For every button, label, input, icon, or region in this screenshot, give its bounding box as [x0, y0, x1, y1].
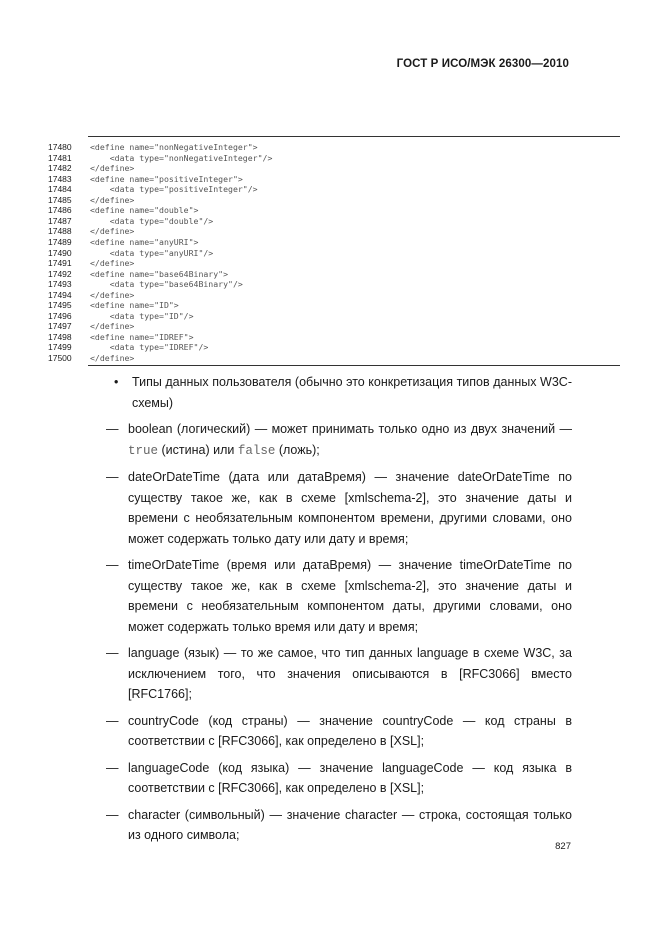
item-text: (ложь);	[275, 442, 320, 457]
code-text: </define>	[90, 258, 135, 269]
code-text: </define>	[90, 226, 135, 237]
line-number: 17492	[48, 268, 72, 279]
code-text: </define>	[90, 353, 135, 363]
code-text: <data type="IDREF"/>	[90, 342, 209, 353]
dash-mark: —	[106, 807, 119, 822]
code-text: <data type="positiveInteger"/>	[90, 184, 258, 195]
code-text: <define name="ID">	[90, 300, 179, 311]
code-bottom-rule	[88, 365, 620, 366]
line-number: 17495	[48, 300, 72, 311]
line-number: 17490	[48, 247, 72, 258]
bullet-text: Типы данных пользователя (обычно это конкретизация типов данных W3C- схемы)	[132, 375, 572, 410]
line-number: 17484	[48, 184, 72, 195]
line-number: 17482	[48, 163, 72, 174]
line-number: 17496	[48, 310, 72, 321]
code-text: <define name="positiveInteger">	[90, 173, 243, 184]
code-text: <data type="anyURI"/>	[90, 247, 214, 258]
line-number: 17500	[48, 353, 72, 363]
code-text: </define>	[90, 163, 135, 174]
dash-mark: —	[106, 422, 119, 436]
list-item	[106, 467, 572, 549]
body-content	[106, 372, 572, 846]
code-text: <define name="anyURI">	[90, 236, 199, 247]
line-number: 17486	[48, 205, 72, 216]
code-text: </define>	[90, 289, 135, 300]
line-number: 17497	[48, 321, 72, 332]
item-text: boolean (логический) — может принимать только одно из двух значений —	[128, 422, 572, 436]
dash-mark: —	[106, 713, 119, 728]
page-header-title: ГОСТ Р ИСО/МЭК 26300—2010	[396, 58, 569, 70]
code-text: <define name="base64Binary">	[90, 268, 229, 279]
list-item	[106, 555, 572, 637]
code-text: <data type="double"/>	[90, 215, 214, 226]
line-number: 17489	[48, 236, 72, 247]
item-text: languageCode (код языка) — значение languageCode — код языка в соответствии с [RFC3066], как определено в [XSL];	[128, 760, 572, 795]
page-number: 827	[555, 841, 571, 852]
line-number: 17488	[48, 226, 72, 237]
line-number: 17480	[48, 142, 72, 152]
list-item	[106, 758, 572, 799]
code-text: <data type="ID"/>	[90, 310, 194, 321]
code-text: </define>	[90, 321, 135, 332]
list-item	[106, 643, 572, 705]
line-number: 17485	[48, 194, 72, 205]
line-number: 17493	[48, 279, 72, 290]
item-text: dateOrDateTime (дата или датаВремя) — значение dateOrDateTime по существу такое же, как в схеме [xmlschema-2], это значение даты и времени с необязательным компонентом времени, другими словами, оно может содержать только дату или дату и время;	[128, 470, 572, 546]
item-text: language (язык) — то же самое, что тип данных language в схеме W3C, за исключением того, что значения описываются в [RFC3066] вместо [RFC1766];	[128, 646, 572, 701]
item-text: timeOrDateTime (время или датаВремя) — значение timeOrDateTime по существу такое же, как в схеме [xmlschema-2], это значение даты и времени с необязательным компонентом даты, другими словами, оно может содержать только время или дату и время;	[128, 558, 572, 634]
code-text: <define name="nonNegativeInteger">	[90, 142, 258, 152]
dash-mark: —	[106, 558, 119, 572]
line-number: 17487	[48, 215, 72, 226]
list-item	[106, 711, 572, 752]
bullet-mark: •	[114, 375, 119, 389]
code-text: <data type="base64Binary"/>	[90, 279, 243, 290]
bullet-item	[114, 372, 572, 413]
code-text: </define>	[90, 194, 135, 205]
line-number: 17483	[48, 173, 72, 184]
code-true: true	[128, 443, 159, 458]
dash-mark: —	[106, 470, 119, 484]
line-number: 17499	[48, 342, 72, 353]
line-number: 17498	[48, 331, 72, 342]
list-item	[106, 805, 572, 846]
line-number: 17494	[48, 289, 72, 300]
code-text: <data type="nonNegativeInteger"/>	[90, 152, 273, 163]
list-item-boolean	[106, 419, 572, 461]
dash-mark: —	[106, 760, 119, 775]
line-number: 17481	[48, 152, 72, 163]
code-false: false	[237, 443, 276, 458]
code-text: <define name="double">	[90, 205, 199, 216]
dash-mark: —	[106, 646, 119, 660]
item-text: character (символьный) — значение character — строка, состоящая только из одного символа;	[128, 807, 572, 842]
code-top-rule	[88, 136, 620, 137]
line-number: 17491	[48, 258, 72, 269]
item-text: countryCode (код страны) — значение countryCode — код страны в соответствии с [RFC3066], как определено в [XSL];	[128, 713, 572, 748]
code-text: <define name="IDREF">	[90, 331, 194, 342]
item-text: (истина) или	[158, 442, 238, 457]
